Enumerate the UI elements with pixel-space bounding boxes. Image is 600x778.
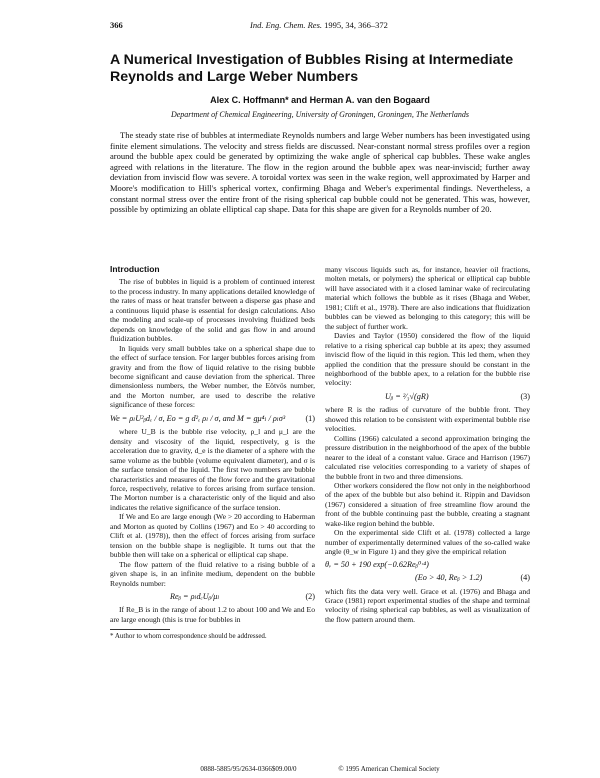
authors: Alex C. Hoffmann* and Herman A. van den Bogaard	[210, 95, 430, 105]
paragraph: Collins (1966) calculated a second approximation bringing the pressure distribution in the neighborhood of the apex of the bubble nearer to the ideal of a constant value. Grace and Harrison (1967) calculated rise velocities corresponding to a variety of shapes of the bubble front in two and three dimensions.	[325, 433, 530, 481]
abstract: The steady state rise of bubbles at intermediate Reynolds numbers and large Weber numbers has been investigated using finite element simulations. The velocity and stress fields are discussed. Near-constant normal stress profiles over a region around the bubble apex could be generated by optimizing the wake angle of spherical cap bubbles. These wake angles agreed with relations in the literature. The flow in the region around the bubble apex was near-inviscid; further away deviation from inviscid flow was severe. A toroidal vortex was seen in the wake region, well approximated by Harper and Moore's modification to Hill's spherical vortex, confirming Bhaga and Weber's experimental findings. Nevertheless, a constant normal stress over the entire front of the rising spherical cap bubble could not be generated. This was, however, possible by optimizing an oblate elliptical cap shape. Data for this shape are given for a Reynolds number of 20.	[110, 130, 530, 215]
paragraph: If Re_B is in the range of about 1.2 to about 100 and We and Eo are large enough (this is true for bubbles in	[110, 605, 315, 624]
page-number: 366	[110, 20, 123, 30]
equation-2	[110, 592, 315, 601]
paragraph: On the experimental side Clift et al. (1978) collected a large number of experimentally determined values of the so-called wake angle (θ_w in Figure 1) and they give the empirical relation	[325, 528, 530, 557]
equation-body: Reᵦ = ρₗdₑUᵦ/μₗ	[170, 591, 220, 601]
equation-number: (4)	[520, 573, 530, 583]
equation-number: (2)	[305, 591, 315, 601]
affiliation: Department of Chemical Engineering, University of Groningen, Groningen, The Netherlands	[170, 110, 470, 119]
equation-4-condition	[325, 573, 530, 582]
paragraph: where U_B is the bubble rise velocity, ρ_l and μ_l are the density and viscosity of the liquid, respectively, g is the acceleration due to gravity, d_e is the diameter of a sphere with the same volume as the bubble (volume equivalent diameter), and σ is the surface tension of the liquid. The first two numbers are bubble characteristics and measures of the flow force and the gravitational force, respectively, relative to forces arising from surface tension. The Morton number is a characteristic only of the liquid and also indicates the relative significance of the surface tension.	[110, 427, 315, 512]
paragraph: In liquids very small bubbles take on a spherical shape due to the effect of surface tension. For larger bubbles forces arising from gravity and from the flow of liquid relative to the rising bubble become significant and cause deviation from the spherical. Three dimensionless numbers, the Weber number, the Eötvös number, and the Morton number, are used to describe the relative significance of these forces:	[110, 343, 315, 410]
equation-number: (3)	[520, 391, 530, 401]
footnote-rule	[110, 629, 170, 630]
paragraph: The flow pattern of the fluid relative to a rising bubble of a given shape is, in an infinite medium, dependent on the bubble Reynolds number:	[110, 559, 315, 588]
paragraph: If We and Eo are large enough (We > 20 according to Haberman and Morton as quoted by Collins (1967) and Eo > 40 according to Clift et al. (1978)), then the effect of forces arising from surface tension on the bubble shape is negligible. It turns out that the bubble then will take on a spherical or elliptical cap shape.	[110, 512, 315, 560]
paragraph: which fits the data very well. Grace et al. (1976) and Bhaga and Grace (1981) report experimental studies of the shape and terminal velocity of rising spherical cap bubbles, as well as visualization of the flow pattern around them.	[325, 586, 530, 624]
equation-condition: (Eo > 40, Reᵦ > 1.2)	[415, 573, 483, 583]
paragraph: The rise of bubbles in liquid is a problem of continued interest to the process industry. In many applications detailed knowledge of the rates of mass or heat transfer between a disperse gas phase and a continuous liquid phase is essential for design calculations. Also the modeling and scale-up of processes involving fluidized beds depends on knowledge of the solid and gas flow in and around fluidization bubbles.	[110, 277, 315, 344]
article-code: 0888-5885/95/2634-0366$09.00/0	[200, 765, 297, 773]
paper-title: A Numerical Investigation of Bubbles Rising at Intermediate Reynolds and Large Weber Numbers	[110, 52, 514, 85]
left-column	[110, 265, 315, 642]
copyright: © 1995 American Chemical Society	[338, 765, 440, 773]
journal-volume-pages: 1995, 34, 366–372	[324, 20, 388, 30]
equation-body: Uᵦ = ²⁄₃√(gR)	[385, 391, 429, 401]
equation-3	[325, 392, 530, 401]
paragraph: where R is the radius of curvature of the bubble front. They showed this relation to be consistent with experimental bubble rise velocities.	[325, 405, 530, 434]
journal-citation	[250, 20, 388, 30]
journal-name: Ind. Eng. Chem. Res.	[250, 20, 323, 30]
equation-body: θᵥ = 50 + 190 exp(−0.62Reᵦ⁰·⁴)	[325, 559, 429, 569]
section-heading-introduction: Introduction	[110, 264, 160, 274]
equation-body: We = ρₗU²ᵦdₑ / σ, Eo = g d²ₑ ρₗ / σ, and M = gμ⁴ₗ / ρₗσ³	[110, 413, 286, 423]
footnote: * Author to whom correspondence should be addressed.	[110, 632, 267, 641]
paragraph: Other workers considered the flow not only in the neighborhood of the apex of the bubble but also behind it. Rippin and Davidson (1967) considered a situation of free streamline flow around the front of the bubble continuing past the bubble, creating a stagnant wake-like region behind the bubble.	[325, 480, 530, 528]
page-footer	[110, 765, 530, 773]
equation-number: (1)	[305, 413, 315, 423]
paragraph: Davies and Taylor (1950) considered the flow of the liquid relative to a rising spherical cap bubble at its apex; they assumed inviscid flow of the liquid in this region. This led them, when they applied the condition that the pressure should be constant in the neighborhood of the bubble apex, to a relation for the bubble rise velocity:	[325, 331, 530, 388]
equation-4	[325, 560, 530, 569]
right-column	[325, 265, 530, 624]
equation-1	[110, 414, 315, 423]
paragraph: many viscous liquids such as, for instance, heavier oil fractions, molten metals, or polymers) the spherical or elliptical cap bubble will have associated with it a closed laminar wake of recirculating material which follows the bubble as it rises (Bhaga and Weber, 1981; Clift et al., 1978). There are also indications that fluidization bubbles can be viewed as belonging to this category; this will be the subject of further work.	[325, 265, 530, 331]
